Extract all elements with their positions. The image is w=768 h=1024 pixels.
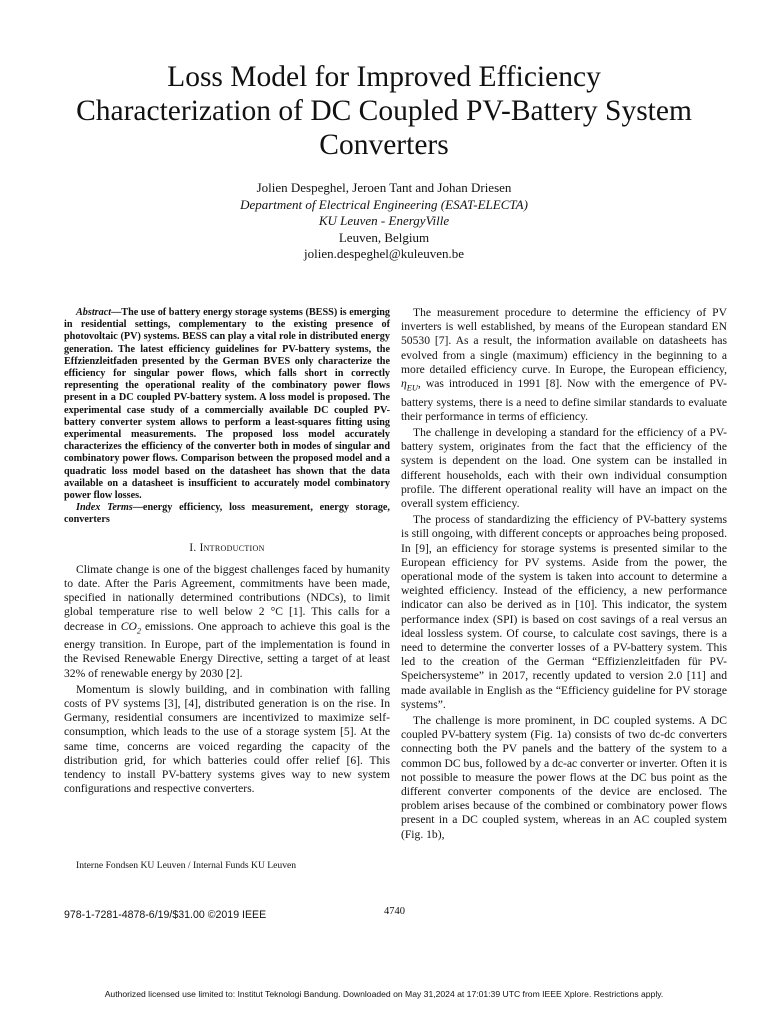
index-terms-label: Index Terms: [76, 502, 133, 514]
affiliation-institution: KU Leuven - EnergyVille: [318, 213, 450, 228]
left-column: [64, 307, 390, 796]
isbn-copyright: 978-1-7281-4878-6/19/$31.00 ©2019 IEEE: [64, 909, 267, 921]
index-terms: [64, 502, 390, 526]
co2-subscript: 2: [136, 625, 142, 635]
page-number: 4740: [384, 906, 405, 917]
right-p1-text-a: The measurement procedure to determine the efficiency of PV inverters is well established, by means of the European standard EN 50530 [7]. As a result, the information available on datasheets has evolved from a single (maximum) efficiency in the beginning to a more detailed efficiency curve. In Europe, the European efficiency,: [401, 306, 727, 376]
author-names: Jolien Despeghel, Jeroen Tant and Johan Driesen: [256, 180, 512, 195]
co2-base: CO: [120, 619, 137, 633]
affiliation-department: Department of Electrical Engineering (ESAT-ELECTA): [240, 196, 528, 212]
intro-paragraph-1: [64, 563, 390, 681]
abstract: [64, 307, 390, 502]
right-paragraph-1: [401, 306, 727, 424]
abstract-text: —The use of battery energy storage systems (BESS) is emerging in residential settings, complementary to the existing presence of photovoltaic (PV) systems. BESS can play a vital role in distributed energy generation. The latest efficiency guidelines for PV-battery systems, the Effzienzleitfaden presented by the German BVES only characterize the efficiency for singular power flows, which falls short in correctly representing the operational reality of the combinatory power flows present in a DC coupled PV-battery system. A loss model is proposed. The experimental case study of a commercially available DC coupled PV-battery converter system allows to perform a least-squares fitting using experimental measurements. The proposed loss model accurately characterizes the efficiency of the converter both in modes of singular and combinatory power flows. Comparison between the proposed model and a quadratic loss model based on the datasheet has shown that the data available on a datasheet is insufficient to accurately model combinatory power flow losses.: [64, 307, 390, 502]
right-paragraph-2: The challenge in developing a standard for the efficiency of a PV-battery system, originates from the fact that the efficiency of the system is dependent on the load. One system can be installed in different households, each with their own individual consumption profile. The different operational reality will have an impact on the overall system efficiency.: [401, 425, 727, 510]
section-number: I.: [189, 541, 197, 554]
title-line-1: Loss Model for Improved Efficiency: [167, 61, 601, 93]
paper-title: [20, 60, 748, 162]
right-p1-text-b: , was introduced in 1991 [8]. Now with the emergence of PV-battery systems, there is a need to define similar standards to evaluate their performance in terms of efficiency.: [401, 377, 727, 423]
intro-p1-text-a: Climate change is one of the biggest challenges faced by humanity to date. After the Paris Agreement, commitments have been made, specified in nationally determined contributions (NDCs), to limit global temperature rise to well below 2 °C [1]. This calls for a decrease in: [64, 562, 390, 633]
authorized-use-notice: Authorized licensed use limited to: Institut Teknologi Bandung. Downloaded on May 31,2024 at 17:01:39 UTC from IEEE Xplore. Restrictions apply.: [104, 989, 664, 999]
co2-symbol: [121, 620, 141, 633]
eta-subscript: EU: [406, 383, 418, 393]
eta-base: η: [401, 377, 407, 391]
right-paragraph-4: The challenge is more prominent, in DC coupled systems. A DC coupled PV-battery system (Fig. 1a) consists of two dc-dc converters connecting both the PV panels and the battery of the system to a common DC bus, followed by a dc-ac converter or inverter. Often it is not possible to measure the power flows at the DC bus point as the different converter components of the device are enclosed. The problem arises because of the combined or combinatory power flows present in a DC coupled system, whereas in an AC coupled system (Fig. 1b),: [401, 714, 727, 841]
section-heading-introduction: [64, 541, 390, 555]
author-email: jolien.despeghel@kuleuven.be: [304, 246, 464, 261]
right-paragraph-3: The process of standardizing the efficiency of PV-battery systems is still ongoing, with different concepts or approaches being proposed. In [9], an efficiency for storage systems is presented similar to the European efficiency for PV systems. Aside from the power, the operational mode of the system is taken into account to determine a weighted efficiency. Instead of the efficiency, a new performance indicator can also be derived as in [10]. This indicator, the system performance index (SPI) is based on cost savings of a real versus an ideal lossless system. Of course, to calculate cost savings, there is a need to determine the converter losses of a PV-battery system. This led to the creation of the German “Effizienzleitfaden für PV-Speichersysteme” in 2017, recently updated to version 2.0 [11] and made available in English as the “Efficiency guideline for PV storage systems”.: [401, 513, 727, 711]
index-terms-text: —energy efficiency, loss measurement, energy storage, converters: [64, 502, 390, 526]
intro-paragraph-2: Momentum is slowly building, and in combination with falling costs of PV systems [3], [4], distributed generation is on the rise. In Germany, residential consumers are incentivized to maximize self-consumption, which leads to the use of a storage system [5]. At the same time, concerns are voiced regarding the capacity of the distribution grid, for which batteries could offer relief [6]. This tendency to install PV-battery systems gives way to new system configurations and respective converters.: [64, 682, 390, 796]
author-block: [20, 180, 748, 263]
title-line-2: Characterization of DC Coupled PV-Battery System: [76, 95, 692, 127]
affiliation-location: Leuven, Belgium: [338, 229, 430, 245]
abstract-label: Abstract: [76, 307, 112, 318]
eta-eu-symbol: [401, 377, 418, 393]
section-title: Introduction: [199, 541, 265, 554]
title-line-3: Converters: [319, 129, 449, 161]
footnote-funding: Interne Fondsen KU Leuven / Internal Funds KU Leuven: [76, 860, 297, 871]
right-column: [401, 306, 727, 842]
intro-p1-text-b: emissions. One approach to achieve this goal is the energy transition. In Europe, part of the implementation is found in the Revised Renewable Energy Directive, setting a target of at least 32% of renewable energy by 2030 [2].: [64, 619, 390, 680]
